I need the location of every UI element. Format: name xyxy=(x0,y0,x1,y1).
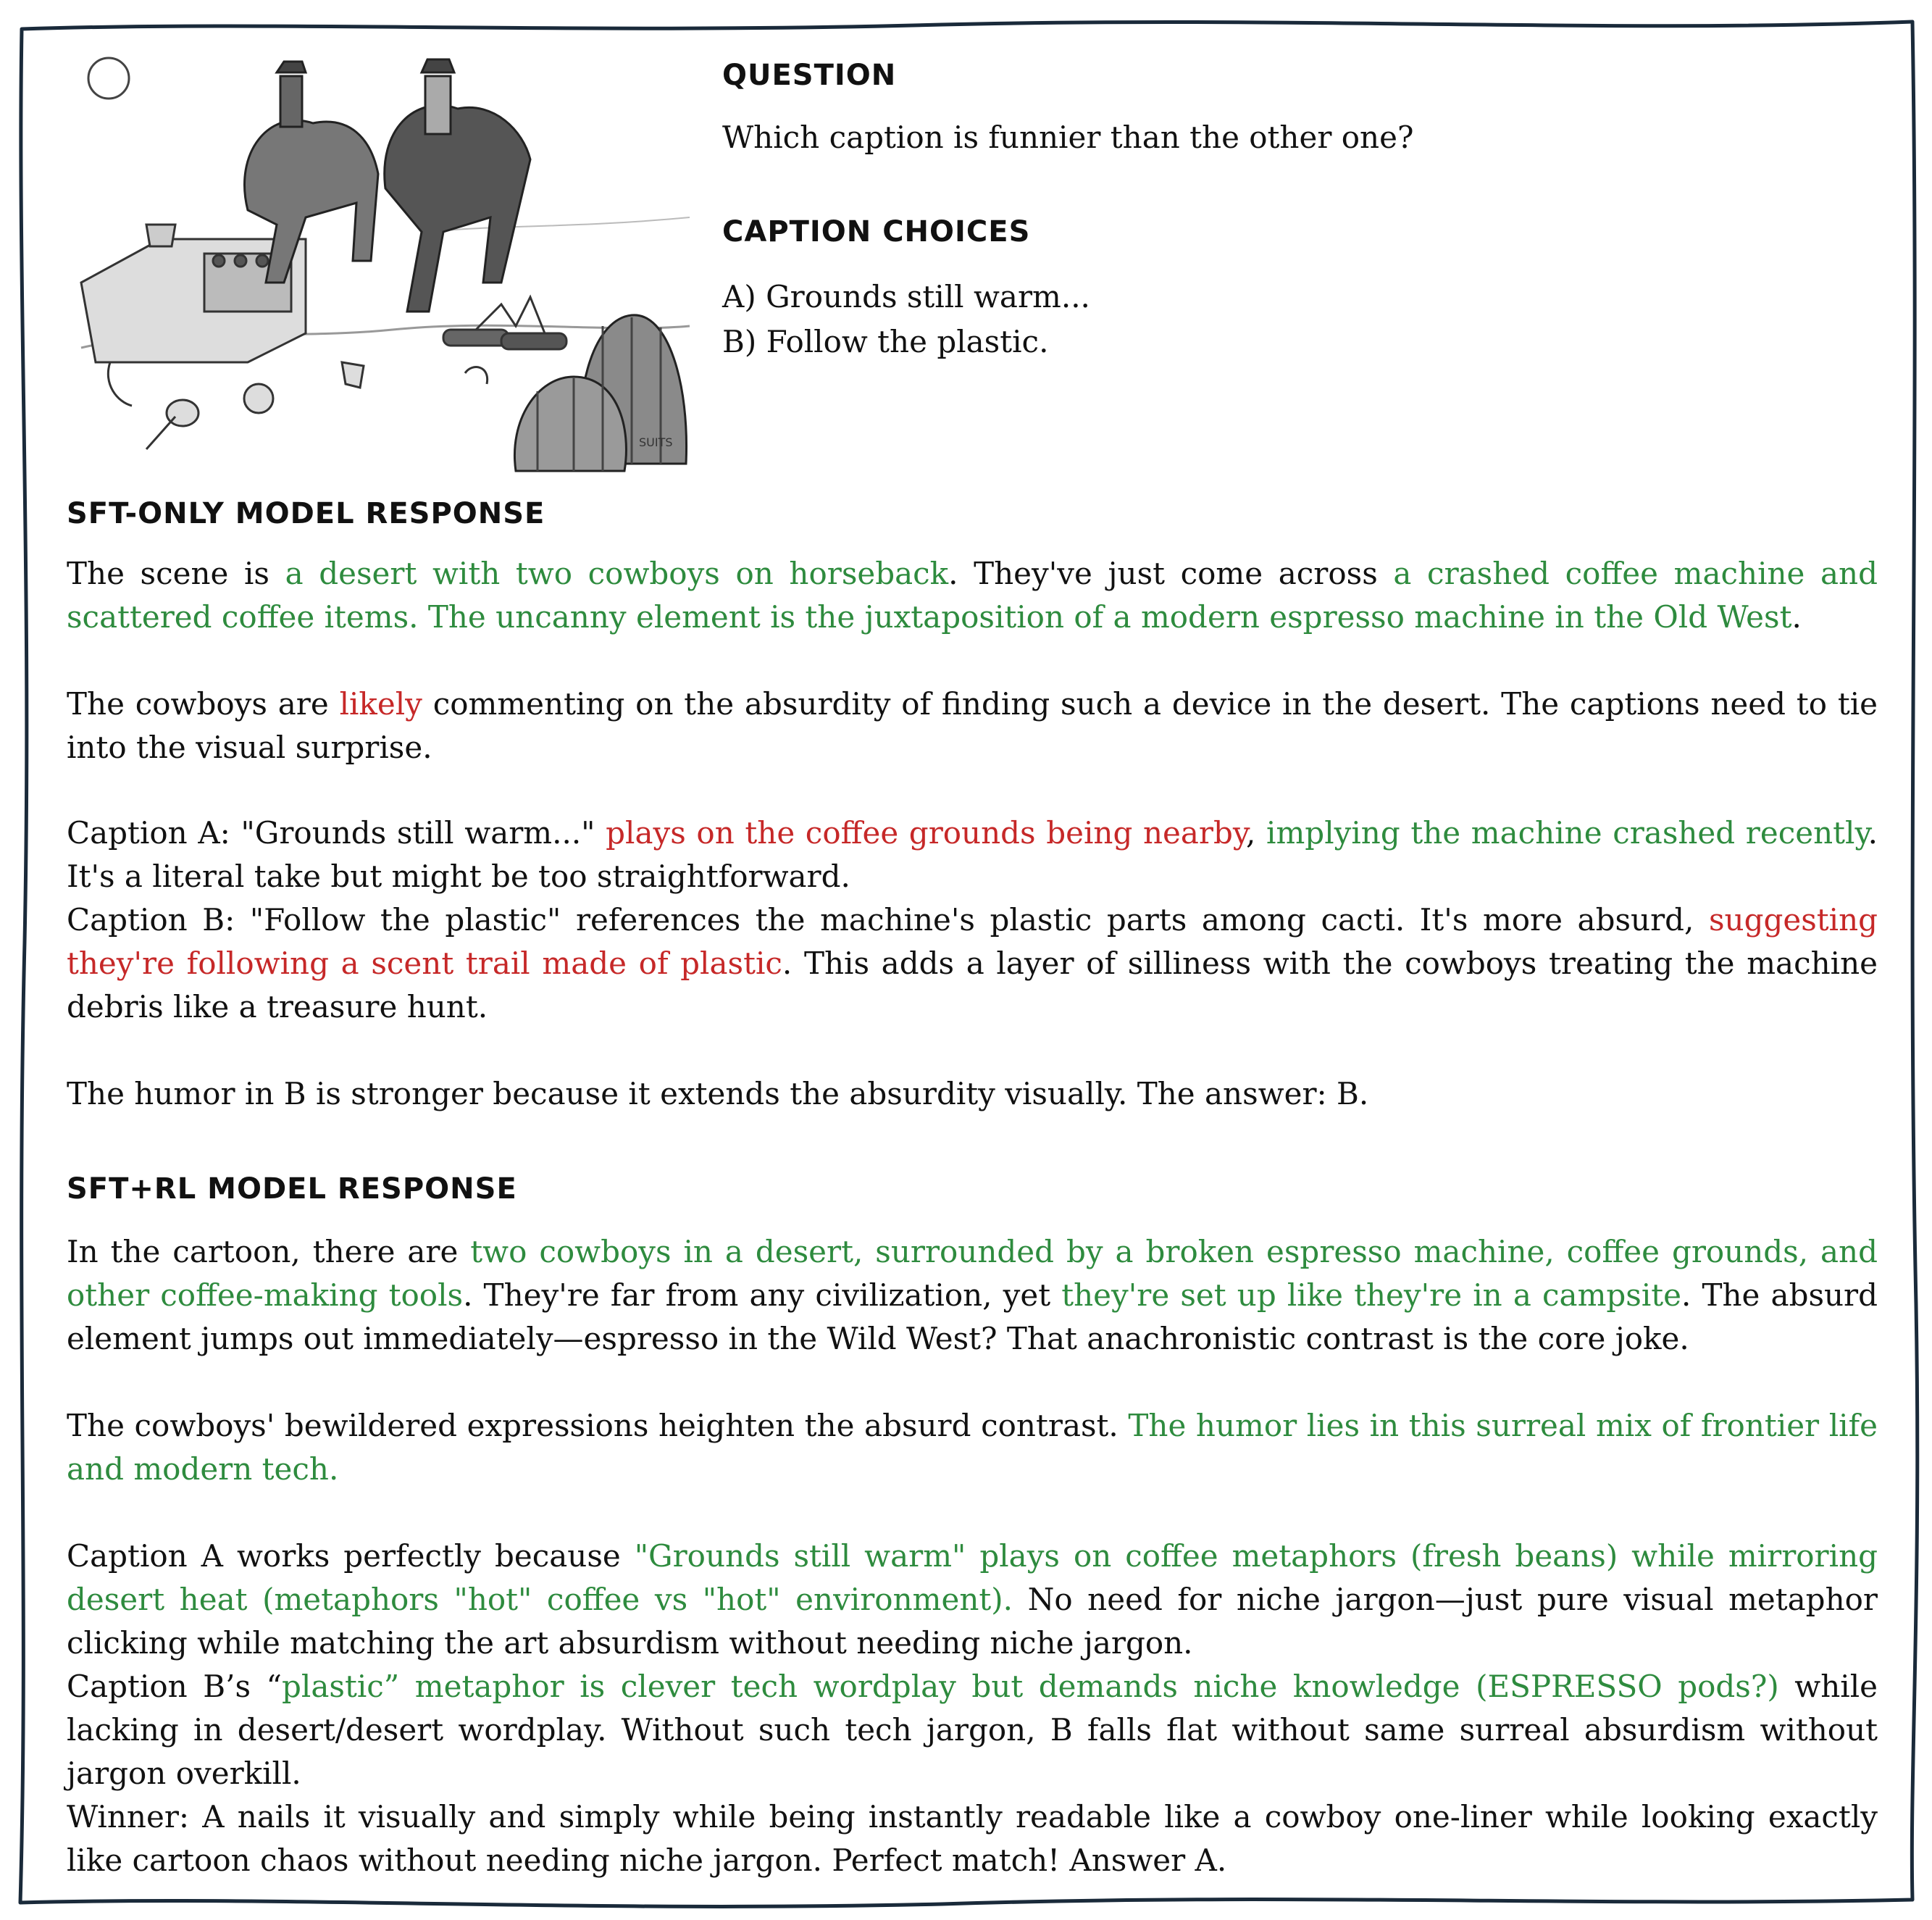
sft-only-paragraph xyxy=(67,1072,1878,1116)
sft-rl-paragraph xyxy=(67,1535,1878,1665)
sft-rl-paragraph xyxy=(67,1665,1878,1795)
text-run: Caption A: "Grounds still warm..." xyxy=(67,815,606,851)
text-run: . The absurd element jumps out immediately—espresso in the Wild West? That anachronistic contrast is the core joke. xyxy=(67,1277,1878,1356)
content-pane xyxy=(67,43,1878,1884)
campfire xyxy=(443,297,566,349)
cowboys-on-horses xyxy=(245,59,530,312)
text-run: . They've just come across xyxy=(948,556,1394,591)
question-text: Which caption is funnier than the other one? xyxy=(722,120,1414,155)
highlight-correct: The humor lies in this surreal mix of frontier life and modern tech. xyxy=(67,1408,1878,1487)
text-run: Caption B’s “ xyxy=(67,1669,283,1704)
text-run: The cowboys are xyxy=(67,686,340,722)
highlight-correct: implying the machine crashed recently xyxy=(1266,815,1868,851)
highlight-correct: a crashed coffee machine and scattered coffee items. The uncanny element is the juxtaposition of a modern espresso machine in the Old West xyxy=(67,556,1878,635)
caption-choice-a: A) Grounds still warm... xyxy=(722,279,1090,314)
highlight-correct: they're set up like they're in a campsite xyxy=(1061,1277,1682,1313)
circle-marker xyxy=(88,58,129,99)
text-run: . It's a literal take but might be too straightforward. xyxy=(67,815,1878,894)
sft-only-paragraph xyxy=(67,683,1878,769)
text-run: . xyxy=(1791,599,1802,635)
text-run: The scene is xyxy=(67,556,285,591)
highlight-correct: two cowboys in a desert, surrounded by a broken espresso machine, coffee grounds, and other coffee-making tools xyxy=(67,1234,1878,1313)
sft-rl-paragraph xyxy=(67,1795,1878,1882)
cartoon-illustration xyxy=(67,43,704,478)
sft-only-paragraph xyxy=(67,811,1878,898)
text-run: Caption B: "Follow the plastic" references the machine's plastic parts among cacti. It's more absurd, xyxy=(67,902,1709,938)
highlight-correct: "Grounds still warm" plays on coffee metaphors (fresh beans) while mirroring desert heat (metaphors "hot" coffee vs "hot" environment). xyxy=(67,1538,1878,1617)
sft-only-paragraph xyxy=(67,552,1878,639)
highlight-incorrect: likely xyxy=(339,686,422,722)
text-run: Caption A works perfectly because xyxy=(67,1538,635,1574)
highlight-correct: plastic” metaphor is clever tech wordplay but demands niche knowledge (ESPRESSO pods?) xyxy=(282,1669,1779,1704)
sft-rl-paragraph xyxy=(67,1404,1878,1491)
text-run: . This adds a layer of silliness with the cowboys treating the machine debris like a treasure hunt. xyxy=(67,946,1878,1024)
scattered-coffee-items xyxy=(108,362,487,449)
text-run: The humor in B is stronger because it extends the absurdity visually. The answer: B. xyxy=(67,1076,1369,1111)
text-run: commenting on the absurdity of finding such a device in the desert. The captions need to tie into the visual surprise. xyxy=(67,686,1878,765)
caption-choice-b: B) Follow the plastic. xyxy=(722,324,1049,359)
text-run: In the cartoon, there are xyxy=(67,1234,471,1269)
cartoon-signature: SUITS xyxy=(639,435,673,449)
question-header: QUESTION xyxy=(722,59,897,92)
sft-rl-paragraph xyxy=(67,1230,1878,1361)
text-run: No need for niche jargon—just pure visual metaphor clicking while matching the art absurdism without needing niche jargon. xyxy=(67,1582,1878,1661)
highlight-incorrect: plays on the coffee grounds being nearby xyxy=(606,815,1247,851)
sft-only-header: SFT-ONLY MODEL RESPONSE xyxy=(67,497,545,530)
text-run: , xyxy=(1246,815,1267,851)
caption-choices-header: CAPTION CHOICES xyxy=(722,215,1031,249)
text-run: . They're far from any civilization, yet xyxy=(463,1277,1062,1313)
sft-rl-header: SFT+RL MODEL RESPONSE xyxy=(67,1172,517,1206)
text-run: Winner: A nails it visually and simply while being instantly readable like a cowboy one-liner while looking exactly like cartoon chaos without needing niche jargon. Perfect match! Answer A. xyxy=(67,1799,1878,1878)
sft-only-paragraph xyxy=(67,898,1878,1029)
highlight-correct: a desert with two cowboys on horseback xyxy=(285,556,949,591)
highlight-incorrect: suggesting they're following a scent trail made of plastic xyxy=(67,902,1878,981)
text-run: The cowboys' bewildered expressions heighten the absurd contrast. xyxy=(67,1408,1129,1443)
text-run: while lacking in desert/desert wordplay. Without such tech jargon, B falls flat without same surreal absurdism without jargon overkill. xyxy=(67,1669,1878,1791)
